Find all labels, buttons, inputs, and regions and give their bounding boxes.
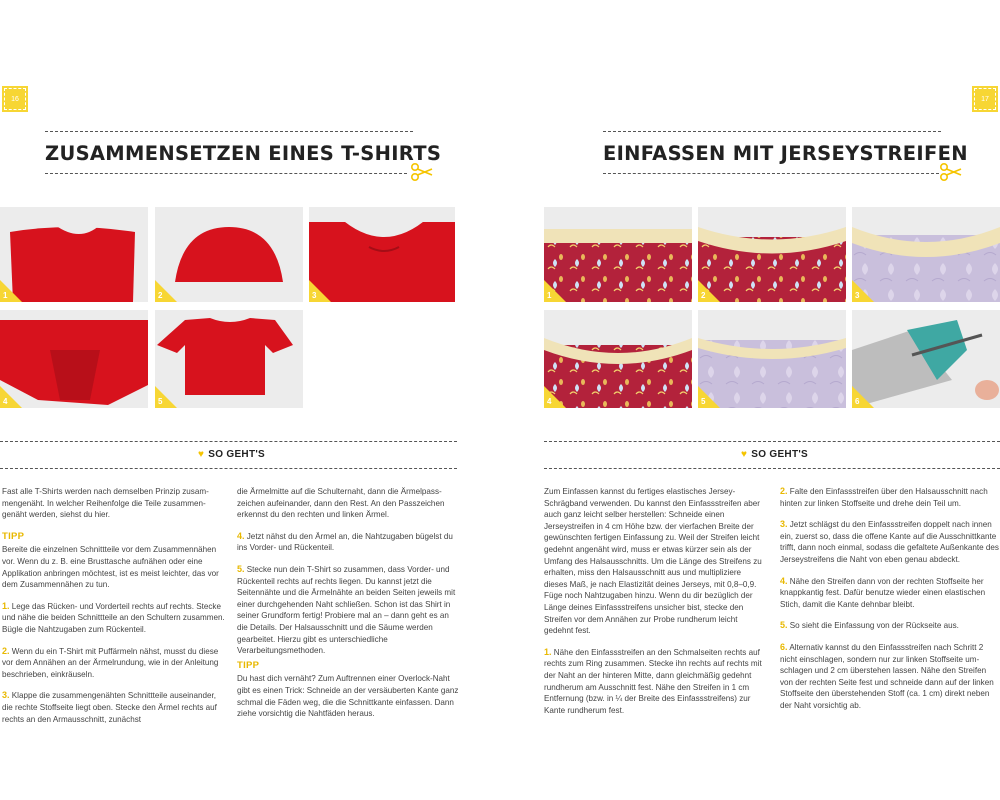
step-6: 6. Alternativ kannst du den Einfassstreifen nach Schritt 2 nicht einschlagen, sondern nur zur linken Stoffseite umschlagen und 2 cm überstehen lassen. Nähe den Streifen von der rechten Seite fest und schneide dann auf der linken Stoffseite den überstehenden Stoff (ca. 1 cm) direkt neben der Naht vorsichtig ab.	[780, 641, 994, 710]
section-rule-bottom	[544, 468, 1000, 469]
step-5: 5. Stecke nun dein T-Shirt so zusammen, dass Vorder- und Rückenteil rechts auf rechts liegen. Du kannst jetzt die Seitennähte und die Ärmelnähte an beiden Seiten jeweils mit einer durchgehenden Naht schließen. Schon ist das Shirt in seiner Grundform fertig! Probiere mal an – dann geht es an die Details. Der Halsausschnitt und die Säume werden gearbeitet. Hierzu gibt es unterschiedliche Verarbeitungsmethoden.	[237, 563, 456, 656]
text-column-1	[2, 486, 226, 735]
step-photo-3: 3	[852, 207, 1000, 302]
section-rule-top	[0, 441, 457, 442]
step-3: 3. Klappe die zusammengenähten Schnittteile auseinander, die rechte Stoffseite liegt oben. Stecke den Ärmel rechts auf rechts an den Armausschnitt, zunächst	[2, 690, 217, 724]
text-column-1	[544, 486, 766, 726]
heart-icon: ♥	[741, 449, 748, 460]
step-photo-6: 6	[852, 310, 1000, 408]
tip-text: Bereite die einzelnen Schnittteile vor dem Zusammennähen vor. Wenn du z. B. eine Brusttasche aufnähen oder eine Applikation anbringen möchtest, ist es meist leichter, das vor dem Zusammennähen zu tun.	[2, 545, 219, 590]
scissors-icon	[939, 163, 963, 181]
step-1: 1. Nähe den Einfassstreifen an den Schmalseiten rechts auf rechts zum Ring zusammen. Stecke ihn rechts auf rechts mit der Naht an der hinteren Mitte, dann gleichmäßig gedehnt rundherum am Ausschnitt fest. Nähe den Streifen in 1 cm Entfernung (bzw. in ¼ der Breite des Einfassstreifens) zur Kante rundherum fest.	[544, 646, 762, 715]
section-heading: ♥ SO GEHT'S	[198, 449, 266, 460]
step-2: 2. Wenn du ein T-Shirt mit Puffärmeln nähst, musst du diese vor dem Annähen an der Ärmelrundung, wie in der Anleitung beschrieben, einkräuseln.	[2, 645, 219, 679]
step-5: 5. So sieht die Einfassung von der Rückseite aus.	[780, 620, 959, 631]
section-rule-top	[544, 441, 1000, 442]
step-2: 2. Falte den Einfassstreifen über den Halsausschnitt nach hinten zur linken Stoffseite und drehe dein Teil um.	[780, 486, 988, 508]
tip-label: TIPP	[237, 659, 260, 671]
page-title: ZUSAMMENSETZEN EINES T-SHIRTS	[45, 142, 442, 165]
intro-paragraph: Fast alle T-Shirts werden nach demselben Prinzip zusammengenäht. In welcher Reihenfolge die Teile zusammengenäht werden, siehst du hier.	[2, 487, 209, 520]
tip-text: Du hast dich vernäht? Zum Auftrennen einer Overlock-Naht gibt es einen Trick: Schneide an der versäuberten Kante ganz schmal die Fäden weg, die die Schnittkante einfassen. Dann ziehe vorsichtig die Nahtfäden heraus.	[237, 674, 459, 719]
right-page	[500, 0, 1000, 800]
step-1: 1. Lege das Rücken- und Vorderteil rechts auf rechts. Stecke und nähe die beiden Schnittteile an den Schultern zusammen. Bügle die Nahtzugaben zum Rückenteil.	[2, 600, 225, 634]
page-title: EINFASSEN MIT JERSEYSTREIFEN	[603, 142, 968, 165]
intro-paragraph: Zum Einfassen kannst du fertiges elastisches Jersey-Schrägband verwenden. Du kannst den Einfassstreifen aber auch ganz leicht selber herstellen: Schneide einen Jerseystreifen in 4 cm Höhe bzw. der vierfachen Breite der gewünschten fertigen Einfassung zu. Weil der Streifen leicht gedehnt angenäht wird, muss er etwas kürzer sein als der Umfang des Halsausschnitts. Um die Länge des Streifens zu erhalten, miss den Halsausschnitt aus und multipliziere dieses Maß, je nach Elastizität deines Jerseys, mit 0,8–0,9. Füge noch Nahtzugaben hinzu. Wenn du dir bezüglich der Länge deines Einfassstreifens unsicher bist, stecke den Streifen vor dem Annähen zur Probe rundherum leicht gedehnt fest.	[544, 487, 762, 636]
step-photo-1: 1	[544, 207, 692, 302]
step-photo-5: 5	[155, 310, 303, 408]
tip-label: TIPP	[2, 530, 25, 542]
heart-icon: ♥	[198, 449, 205, 460]
step-photo-4: 4	[0, 310, 148, 408]
step-4: 4. Nähe den Streifen dann von der rechten Stoffseite her knappkantig fest. Dafür benutze wieder einen elastischen Stich, damit die Kante dehnbar bleibt.	[780, 575, 986, 609]
text-column-2	[780, 486, 1000, 722]
text-column-2	[237, 486, 459, 730]
scissors-icon	[410, 163, 434, 181]
page-number: 16	[4, 88, 26, 110]
step-photo-4: 4	[544, 310, 692, 408]
title-rule-top	[603, 131, 941, 132]
title-rule-bottom	[603, 173, 939, 174]
step-4: 4. Jetzt nähst du den Ärmel an, die Nahtzugaben bügelst du ins Vorder- und Rückenteil.	[237, 530, 453, 553]
step-photo-2: 2	[698, 207, 846, 302]
step-3: 3. Jetzt schlägst du den Einfassstreifen doppelt nach innen ein, zuerst so, dass die offene Kante auf die Ausschnittkante trifft, dann noch einmal, sodass die gefaltete Außenkante des Jerseystreifens die Naht von eben genau abdeckt.	[780, 519, 999, 564]
page-number: 17	[974, 88, 996, 110]
title-rule-top	[45, 131, 413, 132]
title-rule-bottom	[45, 173, 407, 174]
section-heading: ♥ SO GEHT'S	[741, 449, 809, 460]
step-photo-1: 1	[0, 207, 148, 302]
step-photo-3: 3	[309, 207, 455, 302]
step-photo-2: 2	[155, 207, 303, 302]
section-rule-bottom	[0, 468, 457, 469]
step-photo-5: 5	[698, 310, 846, 408]
step-3-continued: die Ärmelmitte auf die Schulternaht, dann die Ärmelpasszeichen aufeinander, dann den Rest. An den Passzeichen erkennst du den rechten und linken Ärmel.	[237, 487, 445, 520]
